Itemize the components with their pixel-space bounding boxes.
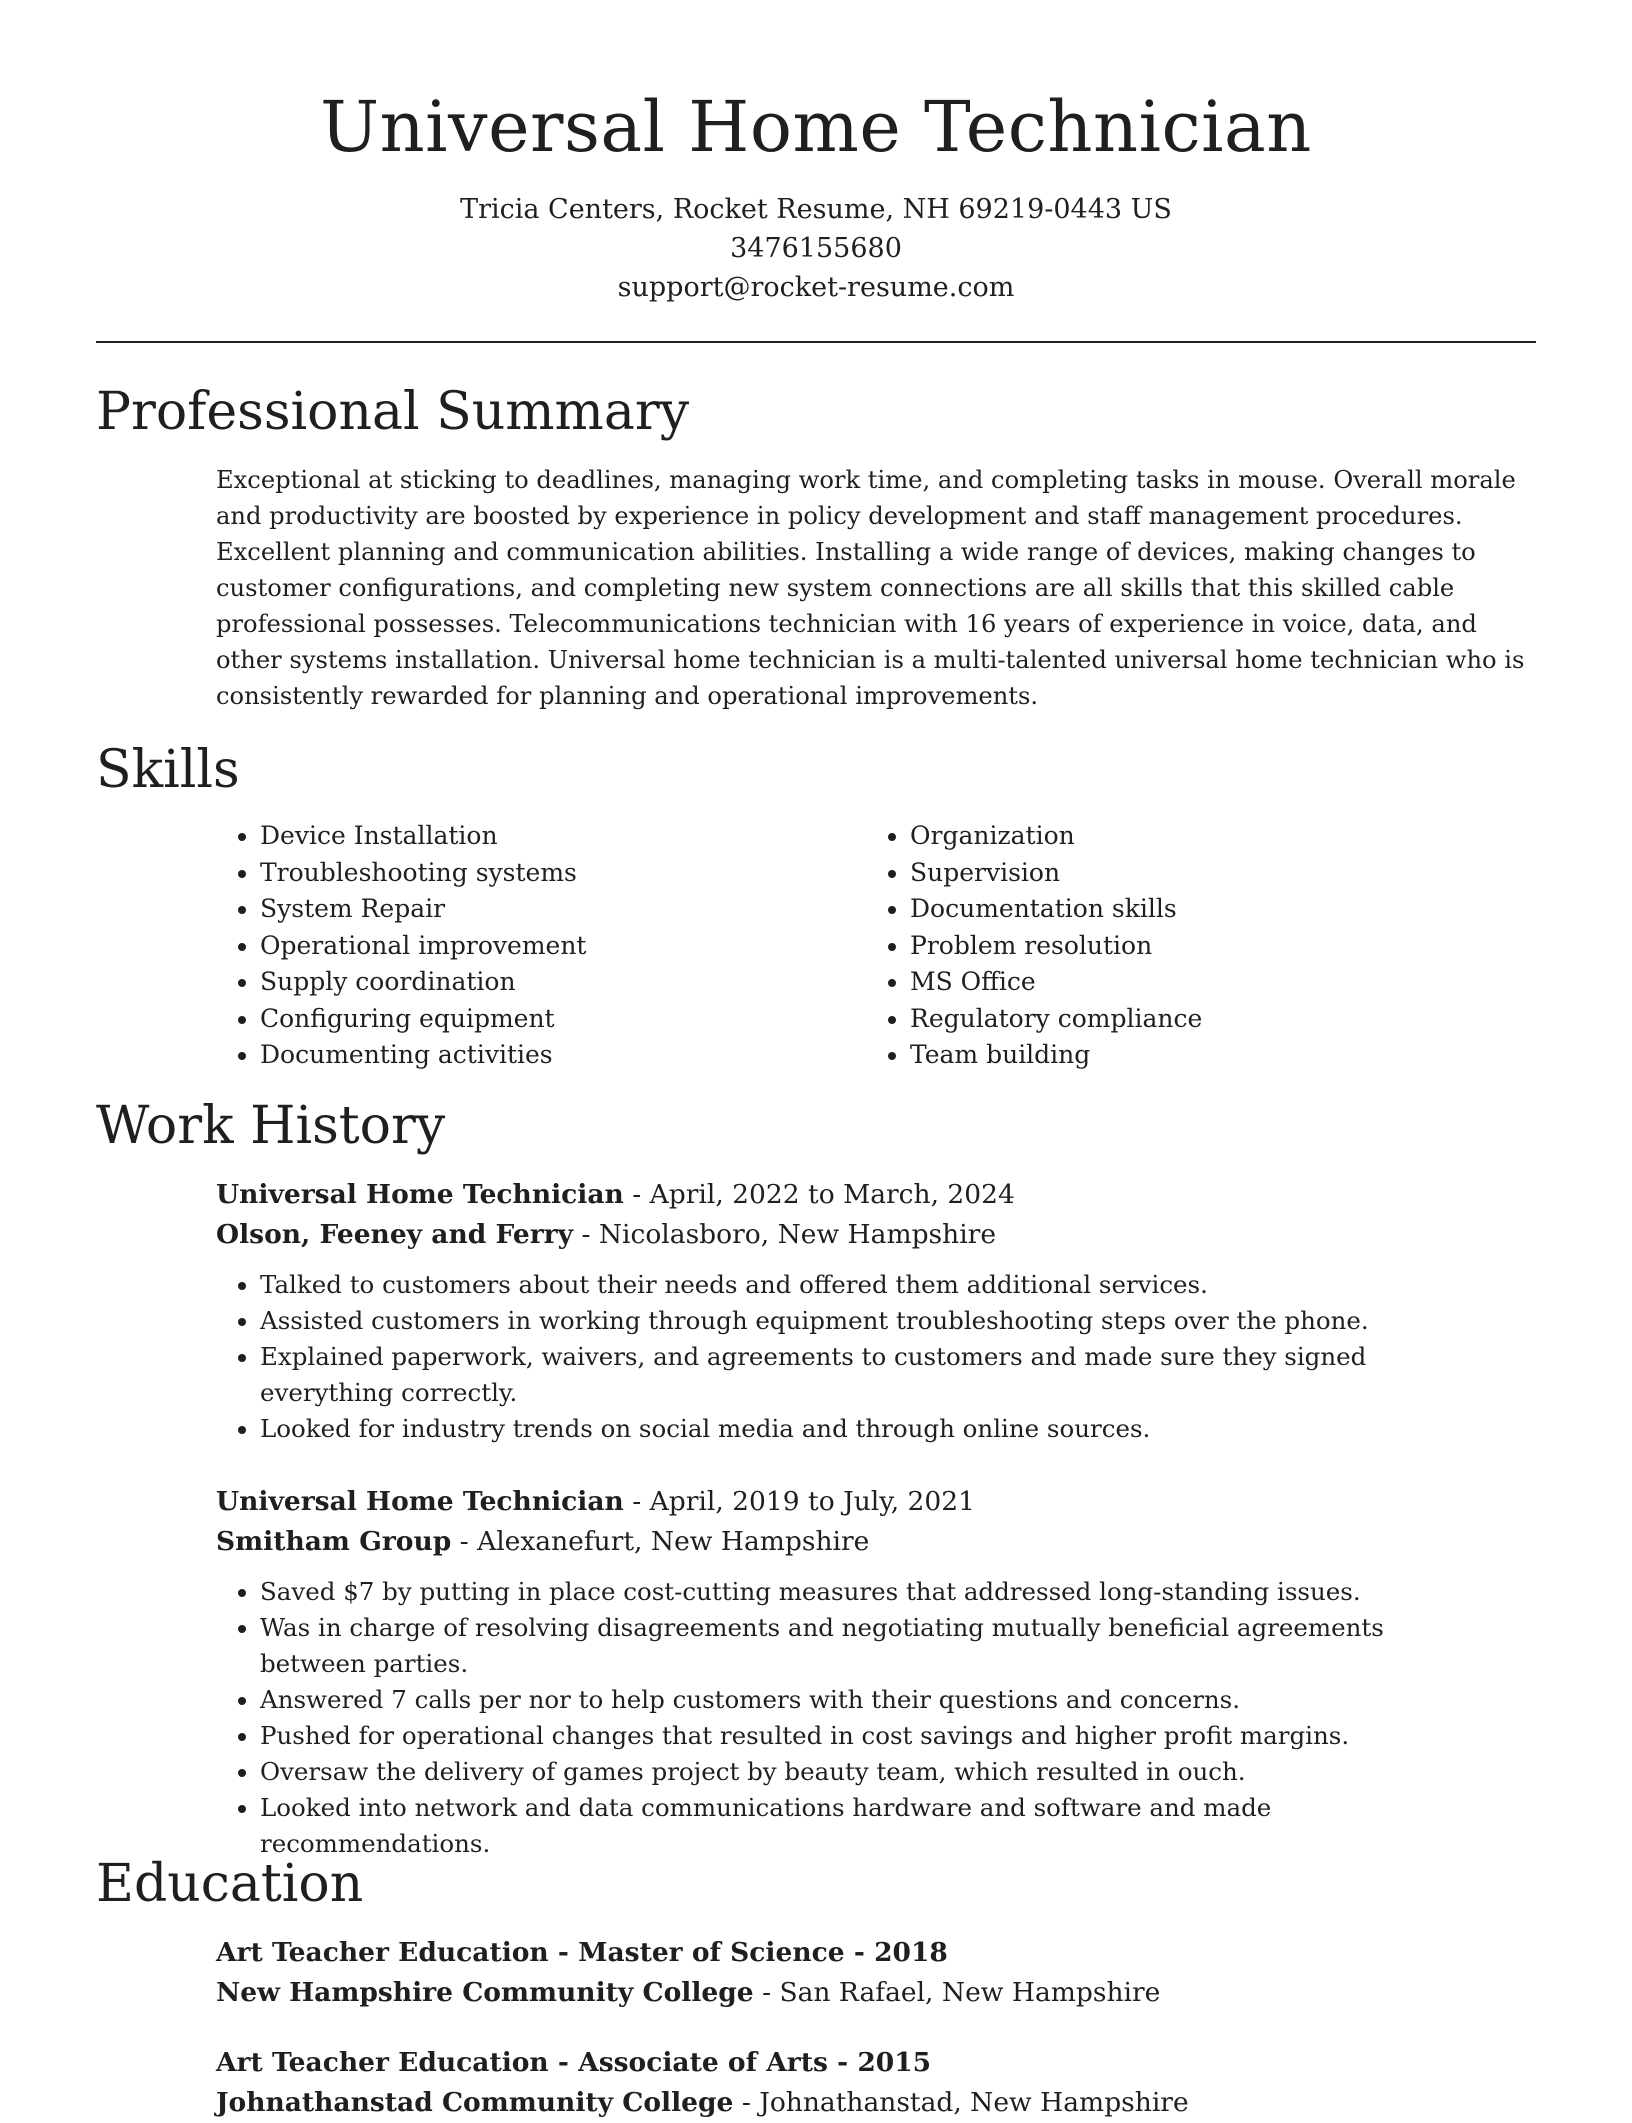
resume-header: [0, 82, 1632, 307]
job-bullet: • Explained paperwork, waivers, and agreements to customers and made sure they signed everything correctly.: [260, 1339, 1490, 1411]
section-title-work-history: Work History: [96, 1096, 446, 1156]
skill-item: • MS Office: [910, 964, 1202, 1001]
job-dates: - April, 2022 to March, 2024: [623, 1179, 1015, 1210]
job-company-line: [216, 1215, 1536, 1255]
job-title: Universal Home Technician: [216, 1486, 624, 1517]
school-location: - Johnathanstad, New Hampshire: [733, 2087, 1189, 2118]
education-entry: [216, 2043, 1536, 2123]
address: Tricia Centers, Rocket Resume, NH 69219-0443 US: [460, 194, 1172, 225]
skill-item: • Documenting activities: [260, 1037, 586, 1074]
school-location: - San Rafael, New Hampshire: [753, 1977, 1161, 2008]
school-name: New Hampshire Community College: [216, 1977, 754, 2008]
skill-item: • Problem resolution: [910, 928, 1202, 965]
job-entry: [216, 1482, 1536, 1862]
job-company: Smitham Group: [216, 1526, 452, 1557]
skill-item: • Operational improvement: [260, 928, 586, 965]
job-company-line: [216, 1522, 1536, 1562]
degree-line: [216, 1933, 1536, 1973]
job-bullet: • Looked for industry trends on social media and through online sources.: [260, 1411, 1490, 1447]
section-title-summary: Professional Summary: [96, 382, 690, 442]
skill-item: • Documentation skills: [910, 891, 1202, 928]
job-bullet: • Saved $7 by putting in place cost-cutting measures that addressed long-standing issues.: [260, 1574, 1490, 1610]
school-line: [216, 1973, 1536, 2013]
skill-item: • Supply coordination: [260, 964, 586, 1001]
job-dates: - April, 2019 to July, 2021: [623, 1486, 975, 1517]
section-title-skills: Skills: [96, 740, 240, 800]
job-title: Universal Home Technician: [216, 1179, 624, 1210]
job-bullet: • Talked to customers about their needs and offered them additional services.: [260, 1267, 1490, 1303]
job-title-line: [216, 1175, 1536, 1215]
email: support@rocket-resume.com: [617, 272, 1015, 303]
skills-column-2: [866, 818, 1202, 1074]
school-line: [216, 2083, 1536, 2123]
skill-item: • Troubleshooting systems: [260, 855, 586, 892]
skill-item: • Device Installation: [260, 818, 586, 855]
skill-item: • Regulatory compliance: [910, 1001, 1202, 1038]
skill-item: • System Repair: [260, 891, 586, 928]
skill-item: • Configuring equipment: [260, 1001, 586, 1038]
job-bullet: • Answered 7 calls per nor to help customers with their questions and concerns.: [260, 1682, 1490, 1718]
candidate-name: Universal Home Technician: [320, 86, 1312, 168]
job-bullet: • Oversaw the delivery of games project by beauty team, which resulted in ouch.: [260, 1754, 1490, 1790]
skill-item: • Supervision: [910, 855, 1202, 892]
skill-item: • Team building: [910, 1037, 1202, 1074]
header-divider: [96, 341, 1536, 343]
summary-text: Exceptional at sticking to deadlines, managing work time, and completing tasks in mouse. Overall morale and productivity are boosted by experience in policy development and staff management procedures. Excellent planning and communication abilities. Installing a wide range of devices, making changes to customer configurations, and completing new system connections are all skills that this skilled cable professional possesses. Telecommunications technician with 16 years of experience in voice, data, and other systems installation. Universal home technician is a multi-talented universal home technician who is consistently rewarded for planning and operational improvements.: [216, 466, 1525, 710]
job-location: - Alexanefurt, New Hampshire: [451, 1526, 870, 1557]
job-bullet: • Pushed for operational changes that resulted in cost savings and higher profit margins.: [260, 1718, 1490, 1754]
job-location: - Nicolasboro, New Hampshire: [573, 1219, 997, 1250]
job-title-line: [216, 1482, 1536, 1522]
job-bullet: • Assisted customers in working through equipment troubleshooting steps over the phone.: [260, 1303, 1490, 1339]
degree: Art Teacher Education - Master of Science - 2018: [216, 1937, 948, 1968]
job-entry: [216, 1175, 1536, 1447]
contact-block: [0, 190, 1632, 307]
school-name: Johnathanstad Community College: [216, 2087, 734, 2118]
degree: Art Teacher Education - Associate of Arts - 2015: [216, 2047, 932, 2078]
job-bullets: [216, 1574, 1490, 1862]
job-bullet: • Looked into network and data communications hardware and software and made recommendations.: [260, 1790, 1490, 1862]
skill-item: • Organization: [910, 818, 1202, 855]
phone: 3476155680: [730, 233, 902, 264]
section-title-education: Education: [96, 1854, 364, 1914]
education-entry: [216, 1933, 1536, 2013]
job-bullets: [216, 1267, 1490, 1447]
job-bullet: • Was in charge of resolving disagreements and negotiating mutually beneficial agreements between parties.: [260, 1610, 1490, 1682]
job-company: Olson, Feeney and Ferry: [216, 1219, 574, 1250]
degree-line: [216, 2043, 1536, 2083]
skills-column-1: [216, 818, 586, 1074]
